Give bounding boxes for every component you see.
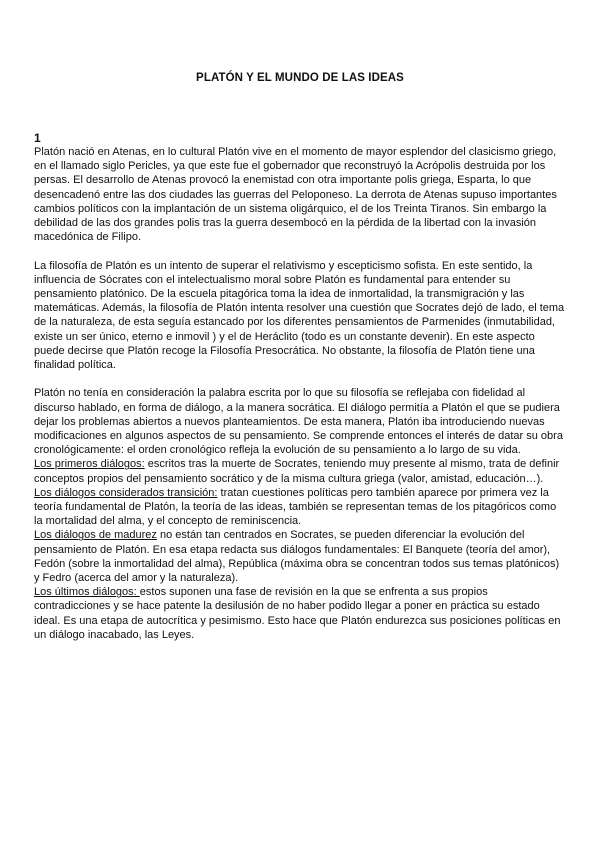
section-heading: Los primeros diálogos:: [34, 458, 145, 471]
section-heading: Los últimos diálogos:: [34, 586, 140, 599]
section-mature-dialogues: [34, 528, 565, 585]
section-text: escritos tras la muerte de Socrates, teniendo muy presente al mismo, trata de definir conceptos propios del pensamiento socrático y de la misma cultura griega (valor, amistad, educación…).: [34, 458, 560, 485]
section-early-dialogues: [34, 457, 565, 485]
paragraph-philosophy: La filosofía de Platón es un intento de superar el relativismo y escepticismo sofista. En este sentido, la influencia de Sócrates con el intelectualismo moral sobre Platón es fundamental para entender su pensamiento platónico. De la escuela pitagórica toma la idea de inmortalidad, la transmigración y las matemáticas. Además, la filosofía de Platón intenta resolver una cuestión que Socrates dejó de lado, el tema de la naturaleza, de esta seguía estancado por los diferentes pensamientos de Parmenides (inmutabilidad, existe un ser único, eterno e inmovil ) y el de Heráclito (todo es un constante devenir). En este aspecto puede decirse que Platón recoge la Filosofía Presocrática. No obstante, la filosofía de Platón tiene una finalidad política.: [34, 259, 565, 372]
section-transition-dialogues: [34, 486, 565, 529]
section-text: estos suponen una fase de revisión en la que se enfrenta a sus propios contradicciones y se hace patente la desilusión de no haber podido llegar a poner en práctica su estado ideal. Es una etapa de autocrítica y pesimismo. Esto hace que Platón endurezca sus posiciones políticas en un diálogo inacabado, las Leyes.: [34, 586, 561, 641]
paragraph-dialogue: Platón no tenía en consideración la palabra escrita por lo que su filosofía se reflejaba con fidelidad al discurso hablado, en forma de diálogo, a la manera socrática. El diálogo permitía a Platón el que se pudiera dejar los problemas abiertos a nuevos planteamientos. De esta manera, Platón iba introduciendo nuevas modificaciones en algunos aspectos de su pensamiento. Se comprende entonces el interés de datar su obra cronológicamente: el orden cronológico refleja la evolución de su pensamiento a lo largo de su vida.: [34, 387, 563, 457]
section-last-dialogues: [34, 585, 565, 642]
section-heading: Los diálogos considerados transición:: [34, 486, 218, 499]
paragraph-history: Platón nació en Atenas, en lo cultural Platón vive en el momento de mayor esplendor del clasicismo griego, en el llamado siglo Pericles, ya que este fue el gobernador que reconstruyó la Acrópolis destruida por los persas. El desarrollo de Atenas provocó la enemistad con otra importante polis griega, Esparta, lo que desencadenó entre las dos ciudades las guerras del Peloponeso. La derrota de Atenas supuso importantes cambios políticos con la implantación de un sistema oligárquico, el de los Treinta Tiranos. Sin embargo la debilidad de las dos grandes polis tras la guerra desembocó en la pérdida de la libertad con la invasión macedónica de Filipo.: [34, 146, 557, 244]
page-title: PLATÓN Y EL MUNDO DE LAS IDEAS: [196, 72, 404, 84]
section-heading: Los diálogos de madurez: [34, 529, 157, 542]
section-text: no están tan centrados en Socrates, se pueden diferenciar la evolución del pensamiento de Platón. En esa etapa redacta sus diálogos fundamentales: El Banquete (teoría del amor), Fedón (sobre la inmortalidad del alma), República (máxima obra se concentran todos sus temas platónicos) y Fedro (acerca del amor y la naturaleza).: [34, 529, 560, 585]
section-number: 1: [34, 131, 41, 145]
document-body: [34, 132, 565, 642]
section-text: tratan cuestiones políticas pero también aparece por primera vez la teoría fundamental de Platón, la teoría de las ideas, también se representan temas de los pitagóricos como la mortalidad del alma, y el concepto de reminiscencia.: [34, 486, 557, 528]
